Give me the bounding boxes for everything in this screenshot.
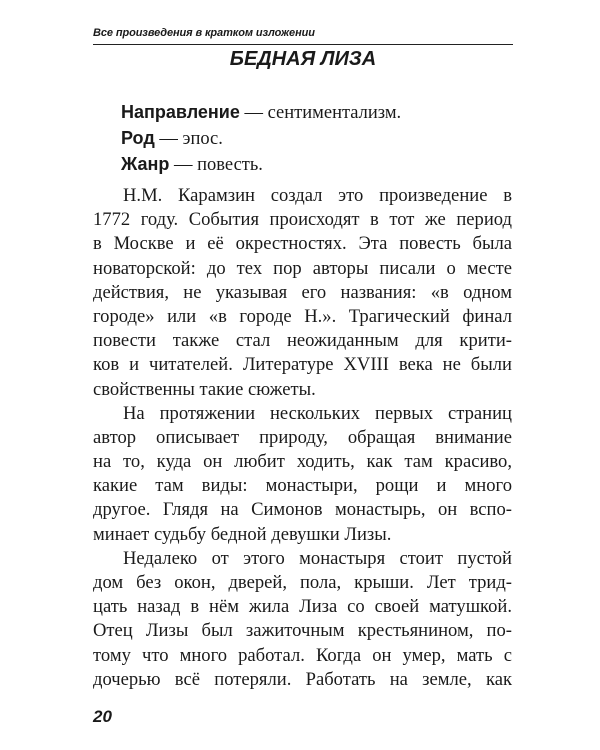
running-head: Все произведения в кратком изложении bbox=[93, 27, 315, 39]
meta-value: эпос. bbox=[182, 129, 223, 149]
meta-value: повесть. bbox=[197, 155, 263, 175]
text-line: какие там виды: монастыри, рощи и много bbox=[93, 475, 512, 497]
body-text bbox=[93, 184, 512, 692]
text-line: цать назад в нём жила Лиза со своей матушкой. bbox=[93, 596, 512, 618]
work-metadata bbox=[121, 100, 401, 178]
text-line: новаторской: до тех пор авторы писали о месте bbox=[93, 257, 512, 279]
text-line: автор описывает природу, обращая внимание bbox=[93, 426, 512, 448]
meta-label: Род bbox=[121, 128, 155, 148]
meta-separator: — bbox=[239, 103, 268, 123]
text-line: свойственны такие сюжеты. bbox=[93, 378, 316, 400]
text-line: На протяжении нескольких первых страниц bbox=[123, 402, 512, 424]
text-line: другое. Глядя на Симонов монастырь, он вспо- bbox=[93, 499, 512, 521]
text-line: дочерью всё потеряли. Работать на земле, как bbox=[93, 668, 512, 690]
text-line: Н.М. Карамзин создал это произведение в bbox=[123, 185, 512, 206]
header-rule bbox=[93, 44, 513, 45]
meta-line-genre bbox=[121, 152, 401, 178]
text-line: городе» или «в городе Н.». Трагический финал bbox=[93, 305, 512, 327]
text-line: дом без окон, дверей, пола, крыши. Лет трид- bbox=[93, 572, 512, 593]
text-line: минает судьбу бедной девушки Лизы. bbox=[93, 523, 392, 545]
page-number: 20 bbox=[93, 707, 112, 726]
text-line: тому что много работал. Когда он умер, мать с bbox=[93, 644, 512, 666]
text-line: Недалеко от этого монастыря стоит пустой bbox=[123, 547, 512, 569]
meta-line-kind bbox=[121, 126, 401, 152]
meta-label: Жанр bbox=[121, 154, 170, 174]
text-line: в Москве и её окрестностях. Эта повесть была bbox=[93, 233, 512, 255]
text-line: повести также стал неожиданным для крити- bbox=[93, 330, 512, 352]
text-line: 1772 году. События происходят в тот же период bbox=[93, 209, 512, 231]
text-line: ков и читателей. Литературе XVIII века не были bbox=[93, 354, 512, 376]
meta-separator: — bbox=[154, 129, 183, 149]
meta-line-direction bbox=[121, 100, 401, 126]
text-line: на то, куда он любит ходить, как там красиво, bbox=[93, 451, 512, 473]
text-line: Отец Лизы был зажиточным крестьянином, по- bbox=[93, 620, 512, 642]
meta-label: Направление bbox=[121, 102, 240, 122]
meta-separator: — bbox=[169, 155, 198, 175]
text-line: действия, не указывая его названия: «в одном bbox=[93, 281, 512, 303]
meta-value: сентиментализм. bbox=[267, 103, 402, 123]
chapter-title: БЕДНАЯ ЛИЗА bbox=[229, 48, 377, 70]
